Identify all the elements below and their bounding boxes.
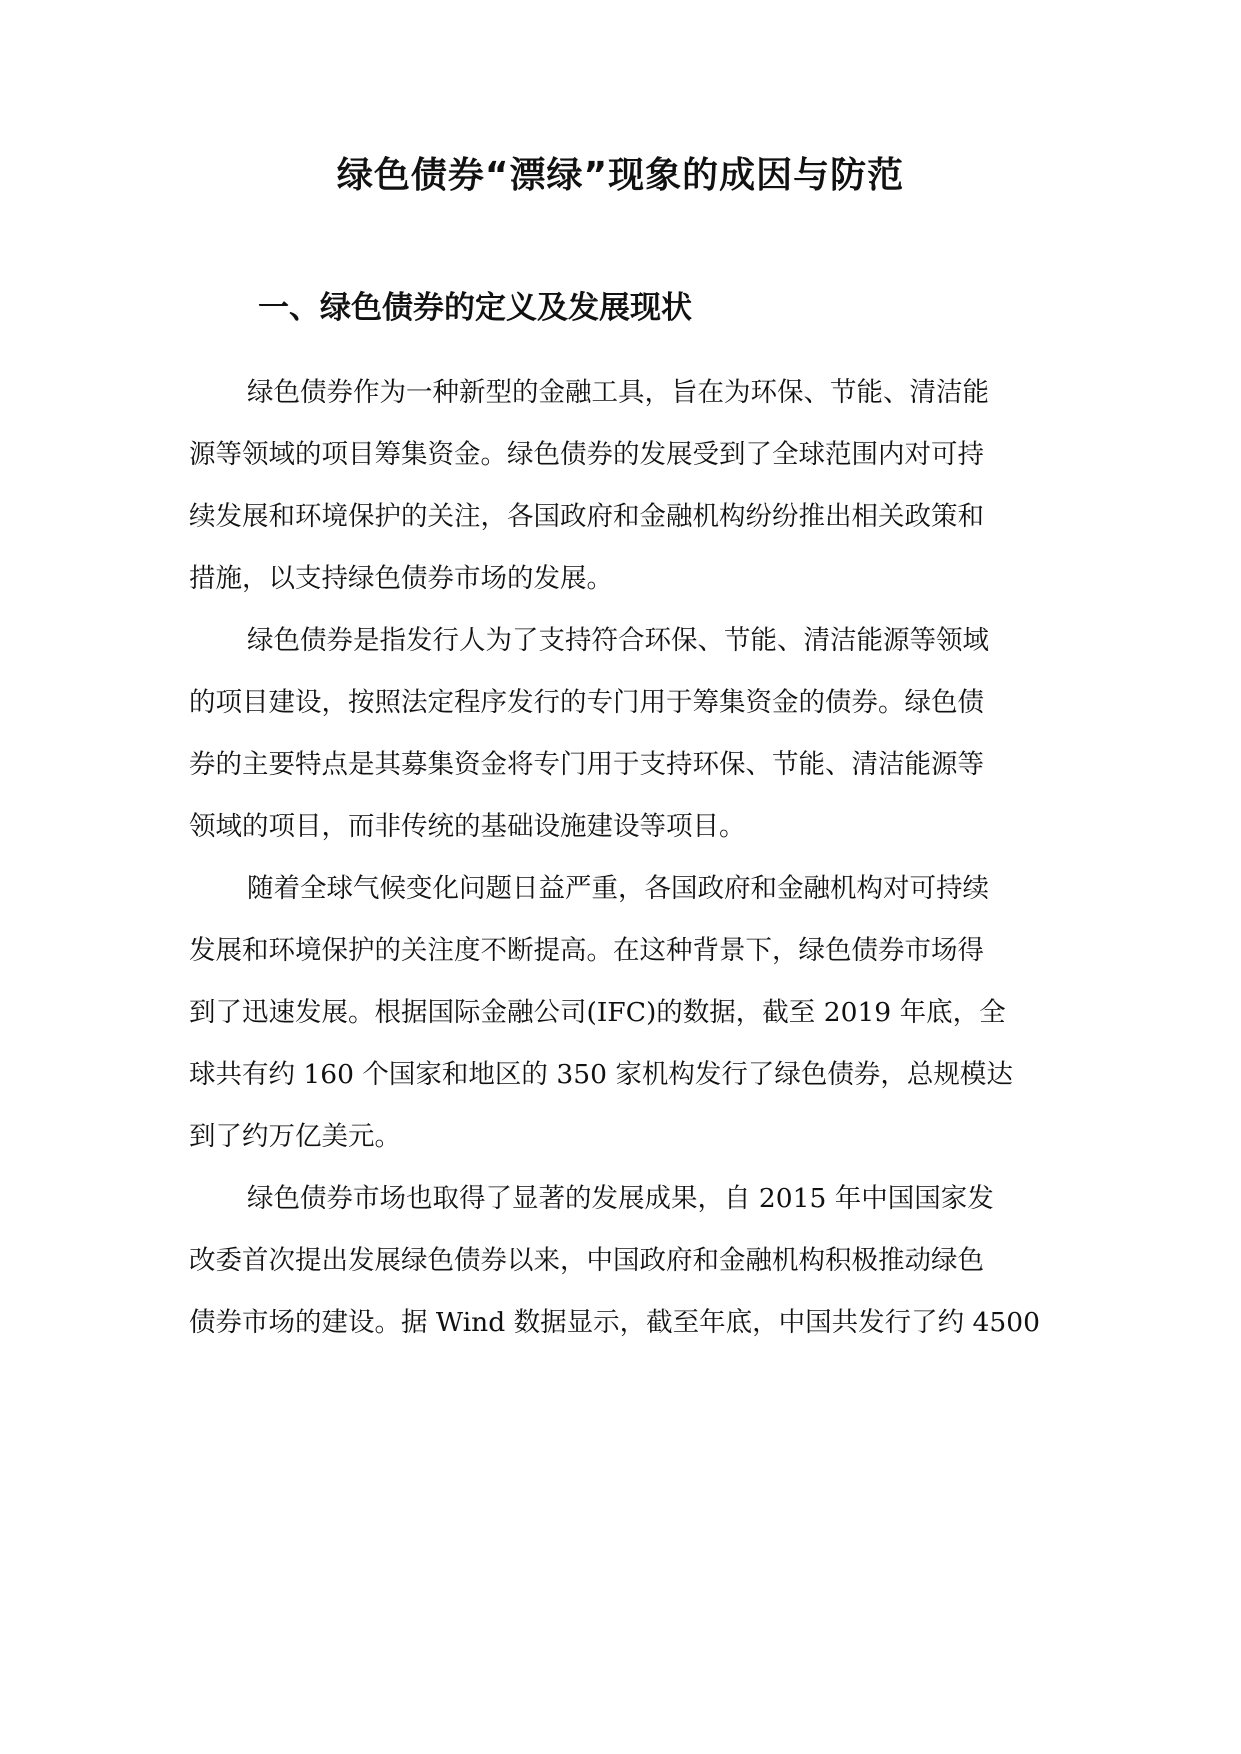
paragraph-1 xyxy=(189,362,1055,610)
paragraph-line: 绿色债券是指发行人为了支持符合环保、节能、清洁能源等领域 xyxy=(247,625,989,656)
paragraph-4 xyxy=(189,1168,1055,1354)
paragraph-line: 绿色债券市场也取得了显著的发展成果，自 2015 年中国国家发 xyxy=(247,1183,994,1214)
paragraph-line: 到了约万亿美元。 xyxy=(189,1121,401,1152)
paragraph-3 xyxy=(189,858,1055,1168)
paragraph-line: 到了迅速发展。根据国际金融公司(IFC)的数据，截至 2019 年底，全 xyxy=(189,997,1006,1028)
paragraph-line: 改委首次提出发展绿色债券以来，中国政府和金融机构积极推动绿色 xyxy=(189,1245,984,1276)
paragraph-line: 措施，以支持绿色债券市场的发展。 xyxy=(189,563,613,594)
paragraph-line: 球共有约 160 个国家和地区的 350 家机构发行了绿色债券，总规模达 xyxy=(189,1059,1013,1090)
paragraph-line: 发展和环境保护的关注度不断提高。在这种背景下，绿色债券市场得 xyxy=(189,935,984,966)
paragraph-line: 源等领域的项目筹集资金。绿色债券的发展受到了全球范围内对可持 xyxy=(189,439,984,470)
paragraph-line: 券的主要特点是其募集资金将专门用于支持环保、节能、清洁能源等 xyxy=(189,749,984,780)
paragraph-line: 绿色债券作为一种新型的金融工具，旨在为环保、节能、清洁能 xyxy=(247,377,989,408)
paragraph-line: 随着全球气候变化问题日益严重，各国政府和金融机构对可持续 xyxy=(247,873,989,904)
paragraph-line: 的项目建设，按照法定程序发行的专门用于筹集资金的债券。绿色债 xyxy=(189,687,984,718)
paragraph-line: 领域的项目，而非传统的基础设施建设等项目。 xyxy=(189,811,746,842)
paragraph-line: 债券市场的建设。据 Wind 数据显示，截至年底，中国共发行了约 4500 xyxy=(189,1307,1040,1338)
document-body xyxy=(189,362,1055,1354)
paragraph-2 xyxy=(189,610,1055,858)
section-heading: 一、绿色债券的定义及发展现状 xyxy=(258,290,692,326)
paragraph-line: 续发展和环境保护的关注，各国政府和金融机构纷纷推出相关政策和 xyxy=(189,501,984,532)
document-title: 绿色债券“漂绿”现象的成因与防范 xyxy=(336,155,905,196)
